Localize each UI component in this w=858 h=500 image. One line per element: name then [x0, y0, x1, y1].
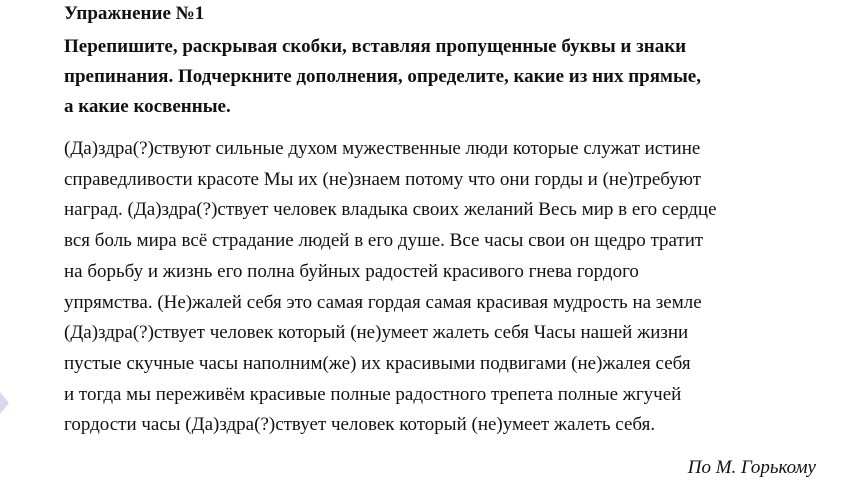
task-line: Перепишите, раскрывая скобки, вставляя пропущенные буквы и знаки — [64, 36, 687, 57]
task-line: а какие косвенные. — [64, 96, 231, 117]
exercise-text — [64, 134, 844, 441]
text-line: наград. (Да)здра(?)ствует человек владыка своих желаний Весь мир в его сердце — [64, 199, 717, 221]
exercise-title: Упражнение №1 — [64, 3, 205, 24]
text-line: пустые скучные часы наполним(же) их красивыми подвигами (не)жалея себя — [64, 352, 691, 374]
text-line: гордости часы (Да)здра(?)ствует человек который (не)умеет жалеть себя. — [64, 414, 656, 436]
text-line: вся боль мира всё страдание людей в его душе. Все часы свои он щедро тратит — [64, 230, 704, 252]
task-instructions — [64, 32, 834, 122]
text-line: на борьбу и жизнь его полна буйных радостей красивого гнева гордого — [64, 260, 639, 282]
text-line: и тогда мы переживём красивые полные радостного трепета полные жгучей — [64, 383, 682, 405]
text-line: (Да)здра(?)ствует человек который (не)умеет жалеть себя Часы нашей жизни — [64, 322, 689, 344]
attribution: По М. Горькому — [687, 457, 816, 478]
text-line: справедливости красоте Мы их (не)знаем потому что они горды и (не)требуют — [64, 168, 702, 190]
edge-mark-icon — [0, 392, 9, 414]
text-line: упрямства. (Не)жалей себя это самая гордая самая красивая мудрость на земле — [64, 291, 702, 313]
text-line: (Да)здра(?)ствуют сильные духом мужественные люди которые служат истине — [64, 138, 701, 159]
task-line: препинания. Подчеркните дополнения, определите, какие из них прямые, — [64, 66, 701, 87]
